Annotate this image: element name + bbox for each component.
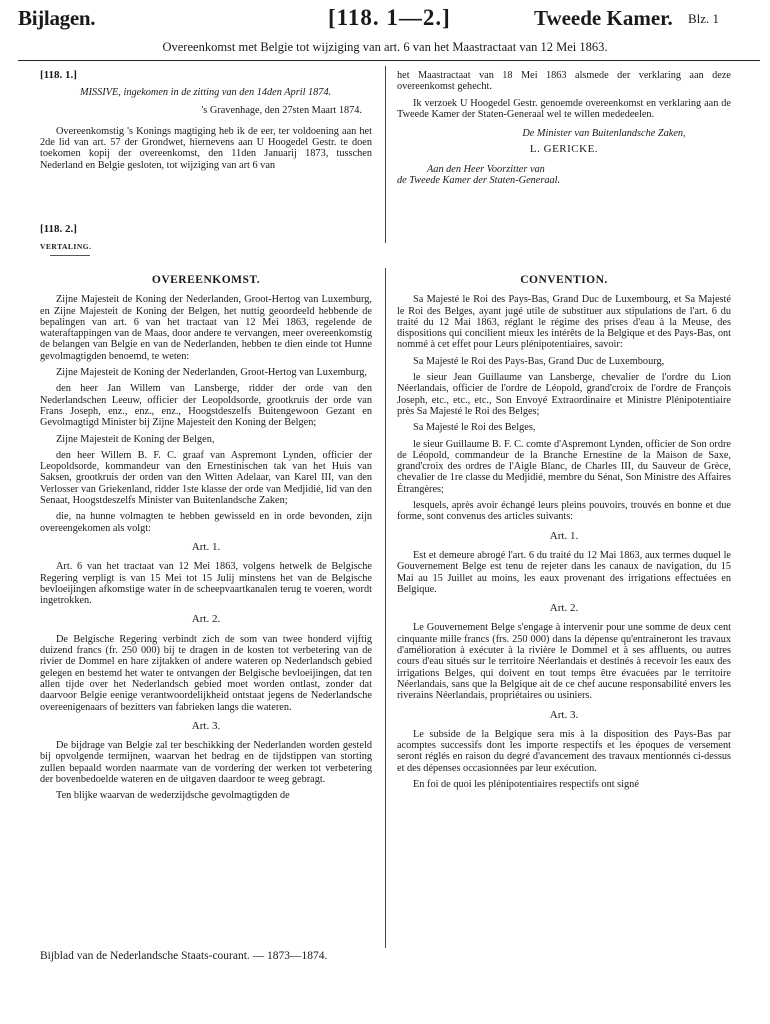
document-subtitle: Overeenkomst met Belgie tot wijziging van art. 6 van het Maastractaat van 12 Mei 1863. [162, 40, 608, 54]
page-footer: Bijblad van de Nederlandsche Staats-courant. — 1873—1874. [40, 950, 328, 962]
dutch-para-8: De Belgische Regering verbindt zich de som van twee honderd vijftig duizend francs (fr. 250 000) bij te dragen in de kosten tot verbetering van de rivier de Dommel en hare zijtakken of andere wateren op Nederlandsch gebied gelegen en bestemd het water te ontvangen der Belgische bevloeijingen, dat ten allen tijde over het Nederlandsch gebied moet worden ontlast, zonder dat daarvoor Belgie eenige verantwoordelijkheid ontstaat jegens de Nederlandsche overeenigenaars of bezitters van fabrieken langs die wateren. [40, 633, 372, 713]
header-left: Bijlagen. [18, 6, 96, 30]
dutch-para-10: Ten blijke waarvan de wederzijdsche gevolmagtigden de [56, 790, 290, 802]
french-para-7: Est et demeure abrogé l'art. 6 du traité du 12 Mai 1863, aux termes duquel le Gouvernement Belge est tenu de rejeter dans les canaux de navigation, du 15 Mai au 15 Juillet au moins, les eaux provenant des irrigations effectuées en Belgique. [397, 549, 731, 595]
missive-request: Ik verzoek U Hoogedel Gestr. genoemde overeenkomst en verklaring aan de Tweede Kamer der Staten-Generaal wel te willen mededeelen. [397, 97, 731, 120]
dutch-article-1: Art. 1. [191, 540, 221, 553]
french-article-2: Art. 2. [549, 602, 579, 615]
french-para-10: En foi de quoi les plénipotentiaires respectifs ont signé [413, 778, 639, 790]
dutch-title: OVEREENKOMST. [151, 274, 261, 286]
header-center: [118. 1—2.] [328, 5, 451, 30]
french-para-4: Sa Majesté le Roi des Belges, [413, 422, 536, 434]
page-header [18, 0, 760, 36]
dutch-para-3: den heer Jan Willem van Lansberge, ridder der orde van den Nederlandschen Leeuw, officier der Leopoldsorde, grootkruis der orde van Frans Joseph, enz., enz., enz., Hoogstdeszelfs Buitengewoon Gezant en Gevolmagtigd Minister bij Zijne Majesteit den Koning der Belgen; [40, 383, 372, 429]
french-para-3: le sieur Jean Guillaume van Lansberge, chevalier de l'ordre du Lion Néerlandais, officier de l'ordre de Léopold, grand'croix de l'ordre de François Joseph, etc., etc., etc., Son Envoyé Extraordinaire et Ministre Plénipotentiaire près Sa Majesté le Roi des Belges; [397, 372, 731, 417]
french-para-9: Le subside de la Belgique sera mis à la disposition des Pays-Bas par acomptes successifs dont les importe respectifs et les époques de versement seront réglés en raison du degré d'avancement des travaux mentionnés ci-dessus et des dépenses occasionnées par leur exécution. [397, 728, 731, 774]
missive-heading: MISSIVE, ingekomen in de zitting van den 14den April 1874. [80, 87, 332, 99]
minister-title: De Minister van Buitenlandsche Zaken, [522, 128, 686, 140]
missive-right [397, 70, 731, 186]
french-para-5: le sieur Guillaume B. F. C. comte d'Aspremont Lynden, officier de Son ordre de Léopold, commandeur de la Branche Ernestine de la Maison de Saxe, grand'croix des ordres de l'Aigle Blanc, de Charles III, du Sauveur de Grèce, chevalier de 1re classe du Medjidié, membre du Sénat, Son Ministre des Affaires Étrangères; [397, 438, 731, 495]
section-bracket-2: [118. 2.] [40, 223, 77, 235]
missive-left [40, 70, 372, 176]
french-article-3: Art. 3. [549, 708, 579, 721]
header-right: Tweede Kamer. [534, 6, 673, 30]
french-para-1: Sa Majesté le Roi des Pays-Bas, Grand Duc de Luxembourg, et Sa Majesté le Roi des Belges, ayant jugé utile de substituer aux stipulations de l'art. 6 du traité du 12 Mai 1863, réglant le régime des prises d'eau à la Meuse, des dispositions qui concilient mieux les intérêts de la Belgique et des Pays-Bas, ont nommé à cet effet pour Leurs plénipotentiaires, savoir: [397, 294, 731, 351]
missive-continuation: het Maastractaat van 18 Mei 1863 alsmede der verklaring aan deze overeenkomst gehecht. [397, 70, 731, 93]
french-para-2: Sa Majesté le Roi des Pays-Bas, Grand Duc de Luxembourg, [413, 355, 665, 367]
column-divider-main [385, 268, 386, 948]
section-bracket-1: [118. 1.] [40, 69, 77, 81]
french-title: CONVENTION. [520, 274, 608, 286]
addressee-line-1: Aan den Heer Voorzitter van [427, 163, 545, 175]
dutch-article-2: Art. 2. [191, 613, 221, 626]
column-divider-top [385, 66, 386, 243]
second-section-label [40, 224, 372, 266]
page-number: Blz. 1 [688, 11, 720, 26]
short-rule [50, 255, 90, 256]
header-rule [18, 60, 760, 61]
french-para-8: Le Gouvernement Belge s'engage à intervenir pour une somme de deux cent cinquante mille francs (frs. 250 000) dans la dépense qu'entraineront les travaux d'amélioration à exécuter à la rivière le Dommel et à ses affluents, ou autres cours d'eau situés sur le territoire Néerlandais et destinés à recevoir les eaux des irrigations Belges, qui doivent en tout temps être évacuées par le territoire Néerlandais, sans que la Belgique ait de ce chef aucune responsabilité envers les riverains Néerlandais, propriétaires ou usiniers. [397, 622, 731, 702]
french-para-6: lesquels, après avoir échangé leurs pleins pouvoirs, trouvés en bonne et due forme, sont convenus des articles suivants: [397, 500, 731, 523]
dutch-para-4: Zijne Majesteit de Koning der Belgen, [56, 433, 215, 445]
minister-signature: L. GERICKE. [529, 143, 599, 156]
translation-label: VERTALING. [40, 242, 92, 252]
dutch-para-2: Zijne Majesteit de Koning der Nederlanden, Groot-Hertog van Luxemburg, [56, 367, 367, 379]
dutch-para-7: Art. 6 van het tractaat van 12 Mei 1863, volgens hetwelk de Belgische Regering verpligt is van 15 Mei tot 15 Julij minstens het van de Belgische bevloeijingen afkomstige water in de scheepvaartkanalen terug te voeren, wordt ingetrokken. [40, 561, 372, 607]
addressee-line-2: de Tweede Kamer der Staten-Generaal. [397, 175, 561, 187]
missive-paragraph: Overeenkomstig 's Konings magtiging heb ik de eer, ter voldoening aan het 2de lid van art. 57 der Grondwet, hiernevens aan U Hoogedel Gestr. te doen toekomen kopij der overeenkomst, den 11den Januarij 1873, tusschen Nederland en Belgie gesloten, tot wijziging van art 6 van [40, 125, 372, 171]
french-column [397, 275, 731, 795]
dutch-para-5: den heer Willem B. F. C. graaf van Aspremont Lynden, officier der Leopoldsorde, kommandeur van den Ernestinischen tak van het Huis van Saksen, grootkruis der orden van den Witten Adelaar, van Karel III, van den Verlosser van Griekenland, ridder 1ste klasse der orde van Medjidié, lid van den Senaat, Hoogstdeszelfs Minister van Buitenlandsche Zaken; [40, 449, 372, 507]
french-article-1: Art. 1. [549, 529, 579, 542]
dutch-para-9: De bijdrage van Belgie zal ter beschikking der Nederlanden worden gesteld bij opvolgende termijnen, waarvan het bedrag en de tijdstippen van storting zullen bepaald worden naarmate van de vordering der werken tot verbetering der bovenbedoelde wateren en de uitgaven daardoor te weeg gebragt. [40, 740, 372, 785]
missive-dateline: 's Gravenhage, den 27sten Maart 1874. [201, 104, 362, 116]
dutch-column [40, 275, 372, 807]
dutch-para-1: Zijne Majesteit de Koning der Nederlanden, Groot-Hertog van Luxemburg, en Zijne Majesteit de Koning der Belgen, het nuttig geoordeeld hebbende de bepalingen van art. 6 van het tractaat van 12 Mei 1863, regelende de wateraftappingen van de Maas, door andere te vervangen, meer overeenkomstig de belangen van Belgie en van de Nederlanden, hebben te dien einde tot Hunne gevolmagtigden benoemd, te weten: [40, 294, 372, 362]
dutch-article-3: Art. 3. [191, 719, 221, 732]
dutch-para-6: die, na hunne volmagten te hebben gewisseld en in orde bevonden, zijn overeengekomen als volgt: [40, 511, 372, 534]
